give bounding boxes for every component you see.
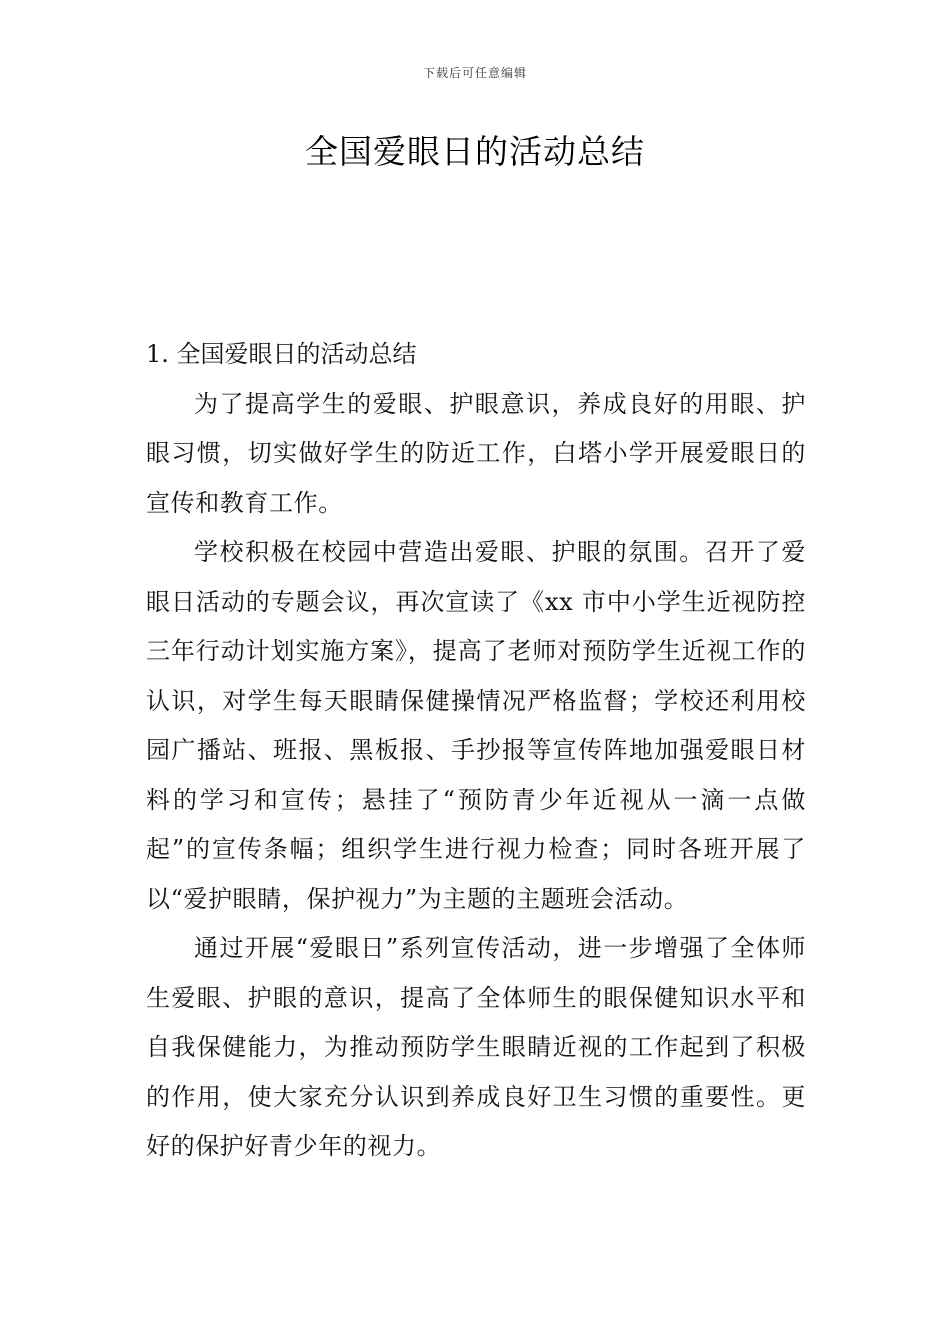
section-heading: 1. 全国爱眼日的活动总结 [146, 340, 417, 368]
document-title: 全国爱眼日的活动总结 [305, 132, 645, 171]
document-body [146, 330, 806, 1172]
paragraph-1: 为了提高学生的爱眼、护眼意识，养成良好的用眼、护眼习惯，切实做好学生的防近工作，白塔小学开展爱眼日的宣传和教育工作。 [146, 389, 806, 517]
header-note: 下载后可任意编辑 [422, 66, 527, 80]
paragraph-3: 通过开展“爱眼日”系列宣传活动，进一步增强了全体师生爱眼、护眼的意识，提高了全体师生的眼保健知识水平和自我保健能力，为推动预防学生眼睛近视的工作起到了积极的作用，使大家充分认识到养成良好卫生习惯的重要性。更好的保护好青少年的视力。 [146, 934, 806, 1160]
paragraph-2: 学校积极在校园中营造出爱眼、护眼的氛围。召开了爱眼日活动的专题会议，再次宣读了《xx 市中小学生近视防控三年行动计划实施方案》，提高了老师对预防学生近视工作的认识，对学生每天眼睛保健操情况严格监督；学校还利用校园广播站、班报、黑板报、手抄报等宣传阵地加强爱眼日材料的学习和宣传；悬挂了“预防青少年近视从一滴一点做起”的宣传条幅；组织学生进行视力检查；同时各班开展了以“爱护眼睛，保护视力”为主题的主题班会活动。 [146, 538, 806, 913]
